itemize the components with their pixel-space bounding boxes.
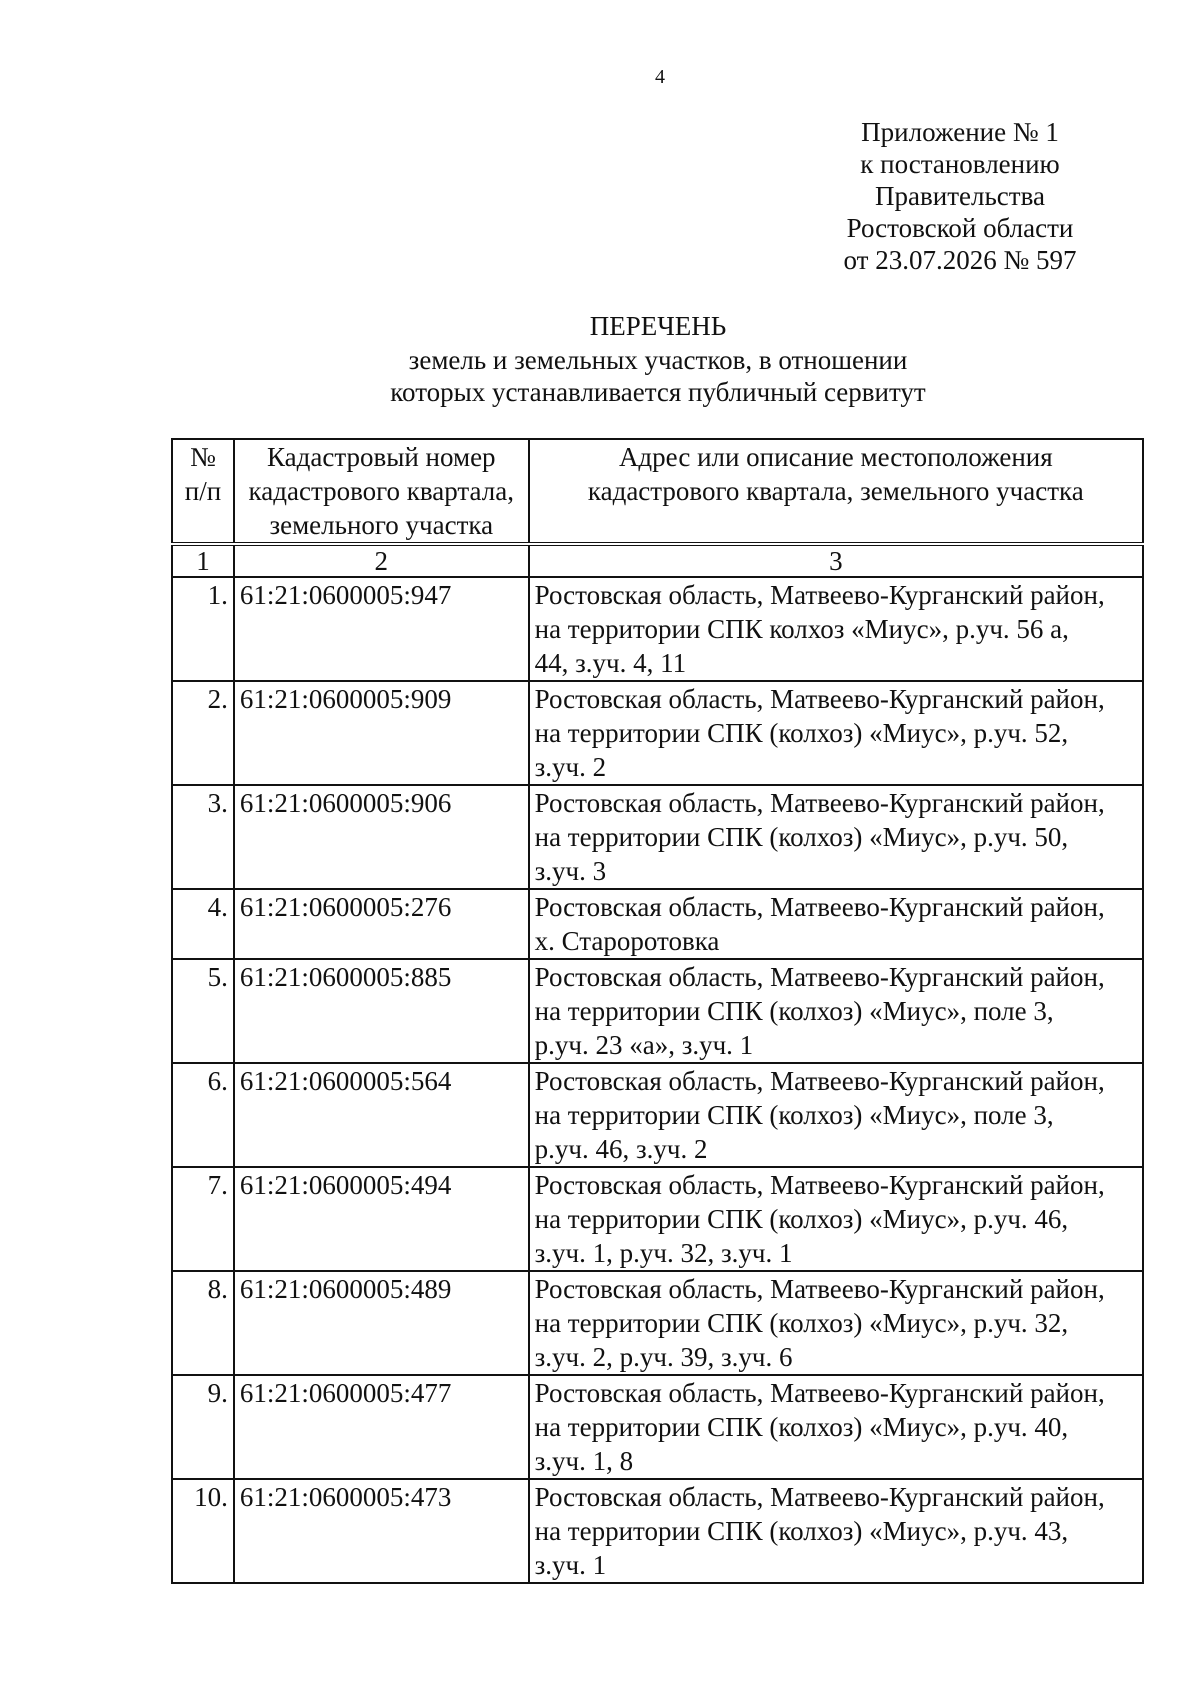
header-address: Адрес или описание местоположения кадастрового квартала, земельного участка — [529, 439, 1143, 544]
table-row — [172, 681, 1143, 785]
appendix-line: Ростовской области — [846, 213, 1074, 243]
address-cell — [529, 785, 1143, 889]
row-number: 2. — [172, 681, 234, 785]
address-cell — [529, 959, 1143, 1063]
appendix-line: от 23.07.2026 № 597 — [843, 245, 1077, 275]
address-line: на территории СПК (колхоз) «Миус», р.уч. 43, — [534, 1516, 1069, 1546]
address-line: з.уч. 1, р.уч. 32, з.уч. 1 — [534, 1238, 793, 1268]
table-row — [172, 1063, 1143, 1167]
address-line: на территории СПК (колхоз) «Миус», р.уч. 50, — [534, 822, 1069, 852]
address-cell — [529, 1479, 1143, 1583]
table-row — [172, 959, 1143, 1063]
address-line: на территории СПК (колхоз) «Миус», поле 3, — [534, 1100, 1054, 1130]
row-number: 8. — [172, 1271, 234, 1375]
address-line: на территории СПК колхоз «Миус», р.уч. 56 а, — [534, 614, 1069, 644]
page-number: 4 — [655, 66, 665, 88]
row-number: 6. — [172, 1063, 234, 1167]
address-line: Ростовская область, Матвеево-Курганский район, — [534, 1378, 1105, 1408]
table-row — [172, 785, 1143, 889]
row-number: 1. — [172, 577, 234, 681]
address-cell — [529, 577, 1143, 681]
address-line: з.уч. 1 — [534, 1550, 607, 1580]
address-cell — [529, 889, 1143, 959]
address-line: на территории СПК (колхоз) «Миус», р.уч. 52, — [534, 718, 1069, 748]
address-cell — [529, 1167, 1143, 1271]
address-line: Ростовская область, Матвеево-Курганский район, — [534, 1066, 1105, 1096]
table-row — [172, 1271, 1143, 1375]
table-header-row — [172, 439, 1143, 544]
address-line: р.уч. 23 «а», з.уч. 1 — [534, 1030, 754, 1060]
appendix-block — [800, 116, 1120, 276]
address-line: з.уч. 1, 8 — [534, 1446, 634, 1476]
header-cadastral: Кадастровый номер кадастрового квартала, земельного участка — [234, 439, 529, 544]
address-line: 44, з.уч. 4, 11 — [534, 648, 687, 678]
address-line: на территории СПК (колхоз) «Миус», поле 3, — [534, 996, 1054, 1026]
column-number: 3 — [529, 544, 1143, 577]
header-number: № п/п — [172, 439, 234, 544]
address-line: Ростовская область, Матвеево-Курганский район, — [534, 788, 1105, 818]
cadastral-number: 61:21:0600005:489 — [234, 1271, 529, 1375]
cadastral-number: 61:21:0600005:906 — [234, 785, 529, 889]
address-line: на территории СПК (колхоз) «Миус», р.уч. 32, — [534, 1308, 1069, 1338]
address-line: Ростовская область, Матвеево-Курганский район, — [534, 580, 1105, 610]
address-line: Ростовская область, Матвеево-Курганский район, — [534, 892, 1105, 922]
address-line: р.уч. 46, з.уч. 2 — [534, 1134, 708, 1164]
subtitle-line: земель и земельных участков, в отношении — [408, 345, 908, 375]
row-number: 9. — [172, 1375, 234, 1479]
column-number-row — [172, 544, 1143, 577]
address-line: Ростовская область, Матвеево-Курганский район, — [534, 1482, 1105, 1512]
cadastral-number: 61:21:0600005:473 — [234, 1479, 529, 1583]
address-line: Ростовская область, Матвеево-Курганский район, — [534, 962, 1105, 992]
address-line: з.уч. 2 — [534, 752, 607, 782]
cadastral-number: 61:21:0600005:885 — [234, 959, 529, 1063]
column-number: 2 — [234, 544, 529, 577]
address-cell — [529, 1063, 1143, 1167]
cadastral-number: 61:21:0600005:494 — [234, 1167, 529, 1271]
cadastral-number: 61:21:0600005:564 — [234, 1063, 529, 1167]
document-subtitle — [0, 344, 1200, 408]
address-line: х. Староротовка — [534, 926, 720, 956]
table-row — [172, 1167, 1143, 1271]
row-number: 5. — [172, 959, 234, 1063]
address-cell — [529, 681, 1143, 785]
appendix-line: к постановлению — [860, 149, 1060, 179]
subtitle-line: которых устанавливается публичный сервитут — [390, 377, 926, 407]
row-number: 10. — [172, 1479, 234, 1583]
parcel-table — [171, 438, 1144, 1584]
table-body — [172, 577, 1143, 1583]
document-title: ПЕРЕЧЕНЬ — [589, 311, 727, 341]
address-line: на территории СПК (колхоз) «Миус», р.уч. 40, — [534, 1412, 1069, 1442]
table-row — [172, 1479, 1143, 1583]
address-cell — [529, 1271, 1143, 1375]
address-line: з.уч. 3 — [534, 856, 607, 886]
address-line: Ростовская область, Матвеево-Курганский район, — [534, 1274, 1105, 1304]
address-cell — [529, 1375, 1143, 1479]
address-line: на территории СПК (колхоз) «Миус», р.уч. 46, — [534, 1204, 1069, 1234]
column-number: 1 — [172, 544, 234, 577]
table-row — [172, 1375, 1143, 1479]
address-line: Ростовская область, Матвеево-Курганский район, — [534, 684, 1105, 714]
cadastral-number: 61:21:0600005:276 — [234, 889, 529, 959]
cadastral-number: 61:21:0600005:477 — [234, 1375, 529, 1479]
table-row — [172, 577, 1143, 681]
table-row — [172, 889, 1143, 959]
row-number: 7. — [172, 1167, 234, 1271]
address-line: з.уч. 2, р.уч. 39, з.уч. 6 — [534, 1342, 793, 1372]
row-number: 3. — [172, 785, 234, 889]
cadastral-number: 61:21:0600005:909 — [234, 681, 529, 785]
appendix-line: Правительства — [875, 181, 1045, 211]
cadastral-number: 61:21:0600005:947 — [234, 577, 529, 681]
row-number: 4. — [172, 889, 234, 959]
appendix-line: Приложение № 1 — [861, 117, 1059, 147]
address-line: Ростовская область, Матвеево-Курганский район, — [534, 1170, 1105, 1200]
